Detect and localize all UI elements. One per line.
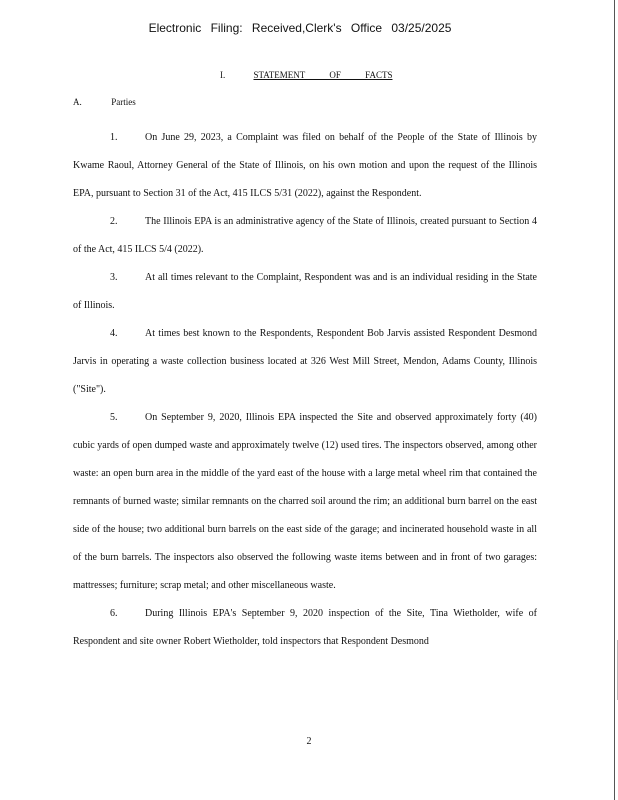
paragraph-text: On June 29, 2023, a Complaint was filed on behalf of the People of the State of Illinois by Kwame Raoul, Attorney General of the State of Illinois, on his own motion and upon the request of the Illinois EPA, pursuant to Section 31 of the Act, 415 ILCS 5/31 (2022), against the Respondent. [73,132,537,199]
paragraph-number: 5. [110,412,118,423]
page-number: 2 [306,736,312,747]
filing-stamp-header: Electronic Filing: Received,Clerk's Office 03/25/2025 [148,21,452,35]
paragraph-4 [73,320,537,404]
section-title: STATEMENT OF FACTS [253,70,393,80]
subsection-letter: A. [73,97,82,107]
paragraph-number: 3. [110,272,118,283]
subsection-title: Parties [111,97,136,107]
paragraph-text: At times best known to the Respondents, Respondent Bob Jarvis assisted Respondent Desmond Jarvis in operating a waste collection business located at 326 West Mill Street, Mendon, Adams County, Illinois ("Site"). [73,328,537,395]
paragraph-number: 6. [110,608,118,619]
paragraph-2 [73,208,537,264]
paragraph-text: At all times relevant to the Complaint, Respondent was and is an individual residing in the State of Illinois. [73,272,537,311]
document-body [73,124,537,656]
section-number: I. [220,70,226,80]
paragraph-number: 1. [110,132,118,143]
paragraph-5 [73,404,537,600]
paragraph-text: The Illinois EPA is an administrative agency of the State of Illinois, created pursuant to Section 4 of the Act, 415 ILCS 5/4 (2022). [73,216,537,255]
subsection-heading [73,97,136,107]
paragraph-text: On September 9, 2020, Illinois EPA inspected the Site and observed approximately forty (40) cubic yards of open dumped waste and approximately twelve (12) used tires. The inspectors observed, among other waste: an open burn area in the middle of the yard east of the house with a large metal wheel rim that contained the remnants of burned waste; similar remnants on the charred soil around the rim; an additional burn barrel on the east side of the house; two additional burn barrels on the east side of the garage; and incinerated household waste in all of the burn barrels. The inspectors also observed the following waste items between and in front of two garages: mattresses; furniture; scrap metal; and other miscellaneous waste. [73,412,537,591]
paragraph-number: 2. [110,216,118,227]
paragraph-3 [73,264,537,320]
page-edge-line [614,0,615,800]
paragraph-6 [73,600,537,656]
paragraph-text: During Illinois EPA's September 9, 2020 inspection of the Site, Tina Wietholder, wife of Respondent and site owner Robert Wietholder, told inspectors that Respondent Desmond [73,608,537,647]
paragraph-1 [73,124,537,208]
section-heading [220,70,404,80]
paragraph-number: 4. [110,328,118,339]
